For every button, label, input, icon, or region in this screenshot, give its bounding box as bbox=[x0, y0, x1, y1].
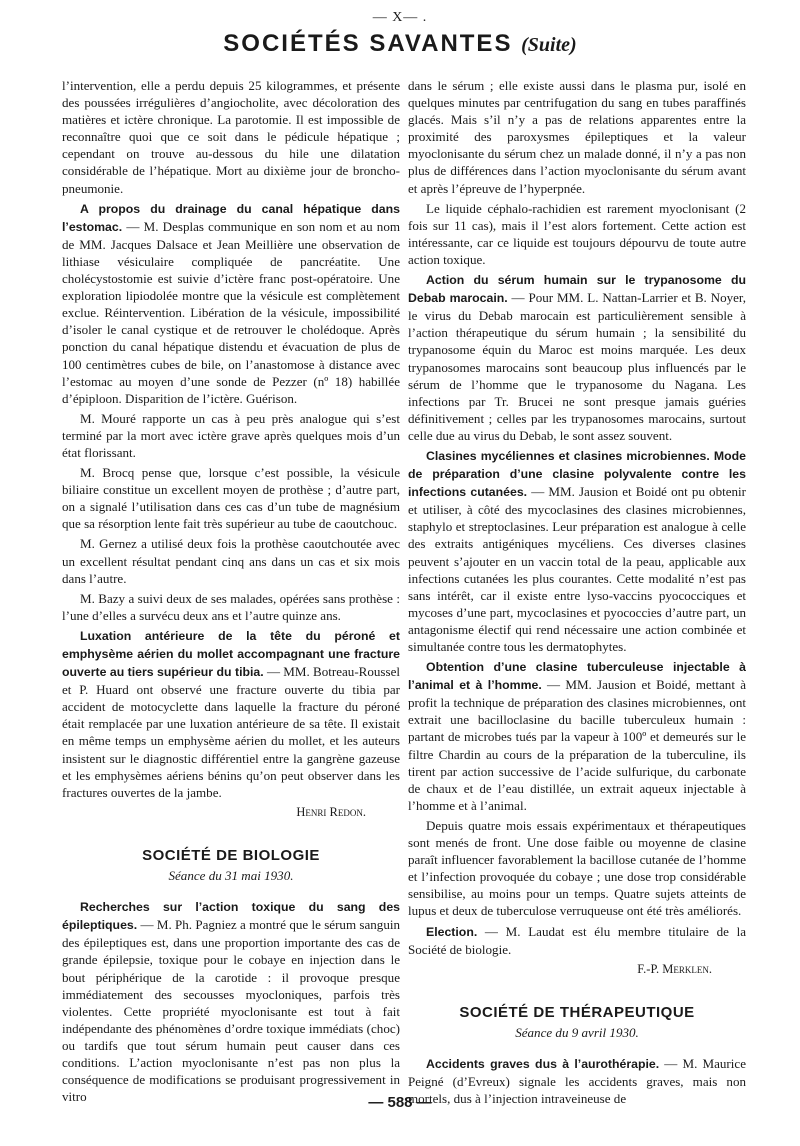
section-heading: SOCIÉTÉ DE THÉRAPEUTIQUE bbox=[459, 1003, 695, 1021]
right-column bbox=[408, 77, 746, 1110]
article-title: Luxation antérieure de la tête du péroné et emphysème aérien du mollet accompagnant une fracture ouverte au tiers supérieur du tibia. bbox=[62, 628, 400, 680]
article-body: — M. Maurice Peigné (d’Evreux) signale les accidents graves, mais non mortels, dus à l’injection intraveineuse de bbox=[408, 1055, 746, 1107]
article-body: — MM. Jausion et Boidé ont pu obtenir et utiliser, à côté des mycoclasines des clasines microbiennes, staphylo et streptoclasines. Leur préparation est analogue à celle des extraits antigéniques mycéliens. Ces diverses clasines peuvent s’ajouter en un vaccin total de la peau, applicable aux infections cutanées les plus courantes. Cette modalité n’est pas sans intérêt, car il existe entre lyso-vaccins pyococciques et mycoses d’une part, mycoclasines et pyococcies d’autre part, un antagonisme électif qui rend nécessaire une action combinée et simultanée contre tous les dermatophytes. bbox=[408, 484, 746, 654]
section-heading: SOCIÉTÉ DE BIOLOGIE bbox=[142, 846, 320, 864]
article-title: A propos du drainage du canal hépatique dans l’estomac. bbox=[62, 201, 400, 234]
page-marker: — X— . bbox=[372, 10, 428, 25]
paragraph: M. Brocq pense que, lorsque c’est possible, la vésicule biliaire constitue un excellent moyen de prothèse ; d’autre part, on a signalé l’utilisation dans ces cas d’un tube de magnésium que sa résorption lente fait très supérieur au tube de caoutchouc. bbox=[62, 465, 400, 532]
article-title: Election. bbox=[426, 924, 478, 939]
page-title-text: SOCIÉTÉS SAVANTES bbox=[223, 30, 513, 57]
session-date: Séance du 9 avril 1930. bbox=[515, 1024, 639, 1040]
article-body: — M. Desplas communique en son nom et au nom de MM. Jacques Dalsace et Jean Meillière une observation de lithiase vésiculaire compliquée de pancréatite. Une cholécystostomie est suivie d’ictère franc post-opératoire. Une exploration lipiodolée montre que la vésicule est complètement exclue. Réintervention. Libération de la vésicule, impossibilité d’isoler le canal cystique et de retrouver le cholédoque. Après ponction du canal hépatique distendu et évacuation de plus de 100 centimètres cubes de bile, on l’anastomose à distance avec l’estomac au moyen d’une sonde de Pezzer (nº 18) habillée d’épiploon. Disparition de l’ictère. Guérison. bbox=[62, 218, 400, 406]
paragraph: dans le sérum ; elle existe aussi dans le plasma pur, isolé en quelques minutes par centrifugation du sang en tubes paraffinés glacés. Mais s’il n’y a pas de relations apparentes entre la proximité des paroxysmes épileptiques et la valeur myoclonisante du sérum chez un malade donné, il n’y a pas non plus de différences dans l’action myoclonisante du sérum avant et après l’épreuve de l’hyperpnée. bbox=[408, 78, 746, 196]
article-title: Action du sérum humain sur le trypanosome du Debab marocain. bbox=[408, 273, 746, 306]
paragraph bbox=[62, 627, 400, 801]
paragraph bbox=[408, 658, 746, 814]
paragraph bbox=[408, 923, 746, 958]
paragraph: Depuis quatre mois essais expérimentaux et thérapeutiques sont menés de front. Une dose faible ou moyenne de clasine paraît influencer favorablement la bacillose cutanée de l’homme et l’infection provoquée du cobaye ; une dose trop considérable sensibilise, au moins pour un temps. Quatre sujets atteints de lupus et deux de tuberculose verruqueuse ont été très améliorés. bbox=[408, 817, 746, 919]
paragraph bbox=[408, 447, 746, 655]
article-title: Recherches sur l’action toxique du sang des épileptiques. bbox=[62, 900, 400, 933]
article-body: — M. Laudat est élu membre titulaire de la Société de biologie. bbox=[408, 923, 746, 957]
left-column bbox=[62, 77, 400, 1108]
article-title: Obtention d’une clasine tuberculeuse injectable à l’animal et à l’homme. bbox=[408, 660, 746, 693]
paragraph bbox=[408, 271, 746, 444]
article-body: — M. Ph. Pagniez a montré que le sérum sanguin des épileptiques est, dans une proportion importante des cas de grande épilepsie, toxique pour le cobaye en injection dans le bout périphérique de la carotide : il provoque presque immédiatement des secousses myocloniques, parfois très violentes. Cette propriété myoclonisante est tout à fait indépendante des phénomènes d’ordre toxique immédiats (choc) ou tardifs que tout sérum humain peut causer dans ces conditions. L’action myoclonisante n’est pas non plus la conséquence de modifications se produisant progressivement in vitro bbox=[62, 917, 400, 1105]
article-title: Clasines mycéliennes et clasines microbiennes. Mode de préparation d’une clasine polyvalente contre les infections cutanées. bbox=[408, 448, 746, 500]
paragraph: M. Bazy a suivi deux de ses malades, opérées sans prothèse : l’une d’elles a survécu deux ans et l’autre quinze ans. bbox=[62, 590, 400, 623]
session-date: Séance du 31 mai 1930. bbox=[168, 868, 294, 884]
paragraph: M. Gernez a utilisé deux fois la prothèse caoutchoutée avec un excellent résultat pendant cinq ans dans un cas et six mois dans l’autre. bbox=[62, 536, 400, 586]
article-body: — Pour MM. L. Nattan-Larrier et B. Noyer, le virus du Debab marocain est particulièrement sensible à l’action thérapeutique du sérum humain ; la sensibilité du trypanosome équin du Maroc est moins marquée. Les deux trypanosomes marocains sont beaucoup plus influencés par le sérum de l’homme que le trypanosome du Nagana. Les infections par Tr. Brucei ne sont presque jamais guéries définitivement ; celles par les trypanosomes marocains, surtout celle due au virus du Debab, le sont assez souvent. bbox=[408, 290, 746, 443]
page-title-suffix: (Suite) bbox=[521, 34, 577, 56]
page-number: — 588 — bbox=[368, 1094, 432, 1111]
paragraph: M. Mouré rapporte un cas à peu près analogue qui s’est terminé par la mort avec ictère grave après quelques mois d’un état florissant. bbox=[62, 410, 400, 460]
author-signature: F.-P. Merklen. bbox=[637, 961, 712, 976]
article-body: — MM. Botreau-Roussel et P. Huard ont observé une fracture ouverte du tibia par accident de motocyclette dans laquelle la fracture du péroné était remplacée par une luxation antérieure de sa tête. Il existait en même temps un emphysème aérien du mollet, et les auteurs insistent sur le diagnostic différentiel entre la gangrène gazeuse et les emphysèmes aériens bénins qu’on peut observer dans les fractures ouvertes de la jambe. bbox=[62, 664, 400, 800]
paragraph bbox=[62, 898, 400, 1105]
page-title bbox=[0, 30, 800, 58]
paragraph bbox=[62, 200, 400, 407]
author-signature: Henri Redon. bbox=[296, 804, 366, 819]
article-title: Accidents graves dus à l’aurothérapie. bbox=[426, 1056, 660, 1071]
paragraph: l’intervention, elle a perdu depuis 25 kilogrammes, et présente des poussées irrégulières d’angiocholite, avec décoloration des matières et ictère chronique. La parotomie. Il est impossible de reconnaître quoi que ce soit dans le pédicule hépatique ; cependant on trouve au-dessous du hile une dilatation considérable de l’hépatique. Mort au dixième jour de broncho-pneumonie. bbox=[62, 78, 400, 196]
paragraph: Le liquide céphalo-rachidien est rarement myoclonisant (2 fois sur 11 cas), mais il l’est alors fortement. Cette action est intéressante, car ce liquide est toujours dépourvu de toute autre action toxique. bbox=[408, 200, 746, 267]
article-body: — MM. Jausion et Boidé, mettant à profit la technique de préparation des clasines microbiennes, ont extrait une bacilloclasine du bacille tuberculeux humain : partant de microbes tués par la vapeur à 100º et demeurés sur le filtre Chardin au cours de la préparation de la tuberculine, ils tirent par action successive de l’acide sulfurique, du carbonate de chaux et de l’eau distillée, un extrait aqueux injectable à l’homme et à l’animal. bbox=[408, 677, 746, 813]
